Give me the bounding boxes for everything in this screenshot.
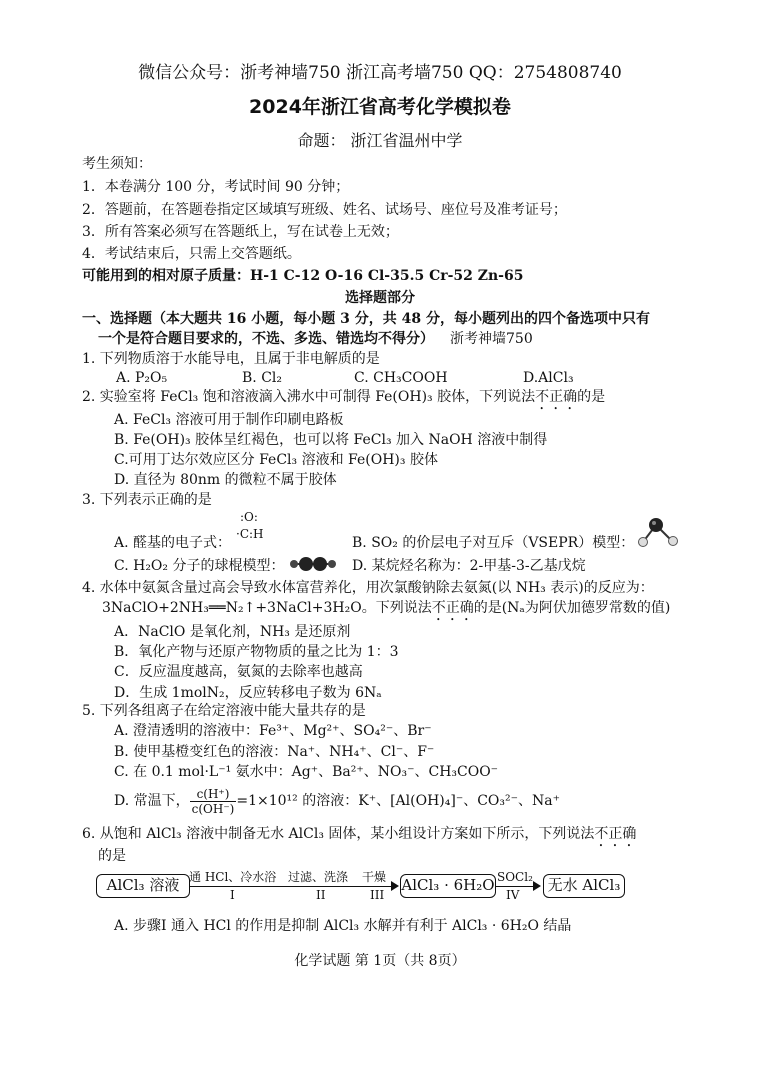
q5-option-b: B. 使甲基橙变红色的溶液：Na⁺、NH₄⁺、Cl⁻、F⁻ — [114, 744, 435, 760]
notice-heading: 考生须知： — [82, 156, 152, 172]
flow-step2-numeral: II — [316, 888, 326, 902]
exam-title: 2024年浙江省高考化学模拟卷 — [249, 96, 511, 118]
page-footer: 化学试题 第 1页（共 8页） — [294, 953, 466, 969]
q4-stem-line1: 4. 水体中氨氮含量过高会导致水体富营养化，用次氯酸钠除去氨氮(以 NH₃ 表示)的反应为： — [82, 580, 654, 596]
notice-item: 1．本卷满分 100 分，考试时间 90 分钟； — [82, 179, 350, 195]
q1-option-b: B. Cl₂ — [242, 370, 282, 386]
flow-step1-label: 通 HCl、冷水浴 — [189, 870, 277, 884]
q1-stem: 1. 下列物质溶于水能导电，且属于非电解质的是 — [82, 351, 380, 367]
flow-step4-numeral: IV — [506, 888, 520, 902]
q4-stem-line2: 3NaClO+2NH₃══N₂↑+3NaCl+3H₂O。下列说法不正确的是(Nₐ为阿伏加德罗常数的值) — [102, 600, 671, 616]
q6-option-a: A. 步骤I 通入 HCl 的作用是抑制 AlCl₃ 水解并有利于 AlCl₃ · 6H₂O 结晶 — [114, 918, 572, 934]
vsepr-model-icon — [636, 517, 680, 549]
flow-step3-numeral: III — [370, 888, 385, 902]
q6-stem: 6. 从饱和 AlCl₃ 溶液中制备无水 AlCl₃ 固体，某小组设计方案如下所示，下列说法不正确 — [82, 826, 637, 842]
flow-box-anhydrous: 无水 AlCl₃ — [543, 874, 625, 898]
flow-step4-label: SOCl₂ — [497, 870, 533, 884]
q3-option-a: A. 醛基的电子式： — [114, 535, 232, 551]
notice-item: 2．答题前，在答题卷指定区域填写班级、姓名、试场号、座位号及准考证号； — [82, 202, 567, 218]
q5-stem: 5. 下列各组离子在给定溶液中能大量共存的是 — [82, 703, 366, 719]
section-title: 选择题部分 — [345, 290, 415, 306]
exam-author: 命题： 浙江省温州中学 — [297, 131, 463, 150]
section-intro-line2: 一个是符合题目要求的，不选、多选、错选均不得分） 浙考神墙750 — [98, 331, 533, 347]
q4-option-b: B．氧化产物与还原产物物质的量之比为 1：3 — [114, 644, 399, 660]
section-intro: 一、选择题（本大题共 16 小题，每小题 3 分，共 48 分，每小题列出的四个备选项中只有 — [82, 311, 650, 327]
ball-stick-model-icon — [288, 554, 338, 574]
watermark-text: 微信公众号：浙考神墙750 浙江高考墙750 QQ：2754808740 — [138, 63, 622, 83]
q2-stem: 2. 实验室将 FeCl₃ 饱和溶液滴入沸水中可制得 Fe(OH)₃ 胶体，下列说法不正确的是 — [82, 389, 606, 405]
flow-arrowhead — [533, 881, 541, 891]
q1-option-a: A. P₂O₅ — [116, 370, 168, 386]
flow-step2-label: 过滤、洗涤 — [288, 870, 349, 884]
flow-arrow-line — [189, 886, 391, 887]
concentration-ratio-fraction: $\frac{c(H^+)}{c(OH^-)}$ — [191, 786, 235, 816]
q4-option-a: A．NaClO 是氧化剂，NH₃ 是还原剂 — [114, 624, 351, 640]
notice-item: 4．考试结束后，只需上交答题纸。 — [82, 246, 301, 262]
q1-option-d: D.AlCl₃ — [523, 370, 574, 386]
q2-option-b: B. Fe(OH)₃ 胶体呈红褐色，也可以将 FeCl₃ 加入 NaOH 溶液中制得 — [114, 432, 548, 448]
flow-box-solution: AlCl₃ 溶液 — [96, 874, 190, 898]
q3-stem: 3. 下列表示正确的是 — [82, 492, 212, 508]
flow-arrow-line — [495, 886, 533, 887]
q3-option-d: D. 某烷烃名称为：2-甲基-3-乙基戊烷 — [352, 558, 586, 574]
q2-option-c: C.可用丁达尔效应区分 FeCl₃ 溶液和 Fe(OH)₃ 胶体 — [114, 452, 438, 468]
q4-option-c: C．反应温度越高，氨氮的去除率也越高 — [114, 664, 363, 680]
q5-option-c: C. 在 0.1 mol·L⁻¹ 氨水中：Ag⁺、Ba²⁺、NO₃⁻、CH₃COO⁻ — [114, 764, 499, 780]
q5-option-d: D. 常温下， $\frac{c(H^+)}{c(OH^-)}$ =1×10¹² 的溶液：K⁺、[Al(OH)₄]⁻、CO₃²⁻、Na⁺ — [114, 786, 560, 816]
q2-option-a: A. FeCl₃ 溶液可用于制作印刷电路板 — [114, 412, 344, 428]
q6-stem-line2: 的是 — [98, 848, 126, 864]
q5-option-a: A. 澄清透明的溶液中：Fe³⁺、Mg²⁺、SO₄²⁻、Br⁻ — [114, 723, 432, 739]
flow-step3-label: 干燥 — [362, 870, 387, 884]
q1-option-c: C. CH₃COOH — [354, 370, 448, 386]
atomic-masses: 可能用到的相对原子质量：H-1 C-12 O-16 Cl-35.5 Cr-52 Zn-65 — [82, 268, 524, 284]
notice-item: 3．所有答案必须写在答题纸上，写在试卷上无效； — [82, 224, 399, 240]
flow-arrowhead — [391, 881, 399, 891]
q4-option-d: D．生成 1molN₂，反应转移电子数为 6Nₐ — [114, 685, 382, 701]
aldehyde-electron-formula-mid: ·C:H — [236, 527, 264, 541]
aldehyde-electron-formula-top: :O: — [240, 510, 258, 524]
flow-step1-numeral: I — [230, 888, 235, 902]
flow-box-hydrate: AlCl₃ · 6H₂O — [400, 874, 496, 898]
q2-option-d: D. 直径为 80nm 的微粒不属于胶体 — [114, 472, 337, 488]
q3-option-b: B. SO₂ 的价层电子对互斥（VSEPR）模型： — [352, 535, 635, 551]
q3-option-c: C. H₂O₂ 分子的球棍模型： — [114, 558, 285, 574]
